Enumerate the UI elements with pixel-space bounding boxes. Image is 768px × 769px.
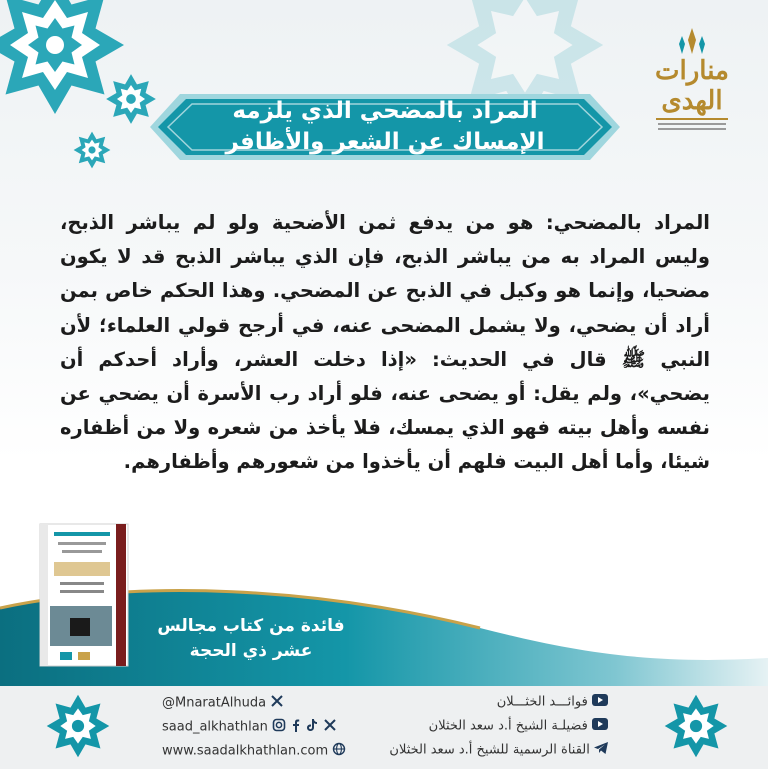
youtube-icon (592, 718, 608, 734)
logo-mark-icon (672, 26, 712, 56)
ornament-rosette-icon (44, 692, 112, 760)
logo-name: منارات الهدى (655, 56, 729, 116)
tiktok-icon (306, 718, 318, 736)
footer-social-handle-row[interactable] (162, 718, 337, 736)
book-cover-image (36, 522, 132, 668)
telegram-icon (594, 742, 608, 758)
x-icon (270, 694, 284, 712)
book-caption-line1: فائدة من كتاب مجالس (157, 616, 345, 636)
footer (0, 686, 768, 769)
book-caption (142, 614, 360, 664)
footer-youtube-row-1[interactable] (497, 694, 608, 710)
footer-x-handle-row[interactable] (162, 694, 284, 712)
telegram-channel-text: القناة الرسمية للشيخ أ.د سعد الخثلان (389, 742, 590, 758)
logo-tagline-lines (648, 118, 736, 130)
website-text: www.saadalkhathlan.com (162, 743, 329, 759)
body-paragraph: المراد بالمضحي: هو من يدفع ثمن الأضحية ولو لم يباشر الذبح، وليس المراد به من يباشر الذبح، فإن الذي يباشر الذبح قد لا يكون مضحيا، وإنما هو وكيل في الذبح عن المضحي. وهذا الحكم خاص بمن أراد أن يضحي، ولا يشمل المضحى عنه، في أرجح قولي العلماء؛ لأن النبي ﷺ قال في الحديث: «إذا دخلت العشر، وأراد أحدكم أن يضحي»، ولم يقل: أو يضحى عنه، فلو أراد رب الأسرة أن يضحي عن نفسه وأهل بيته فهو الذي يمسك، فلا يأخذ من شعره ولا من أظفاره شيئا، وأما أهل البيت فلهم أن يأخذوا من شعورهم وأظفارهم. (60, 211, 710, 474)
youtube-channel-2-text: فضيلـة الشيخ أ.د سعد الخثلان (428, 718, 588, 734)
logo (648, 26, 736, 136)
youtube-icon (592, 694, 608, 710)
book-caption-line2: عشر ذي الحجة (189, 641, 313, 661)
title-banner (150, 86, 620, 168)
page-title-line2: الإمساك عن الشعر والأظافر (225, 129, 545, 155)
instagram-icon (272, 718, 286, 736)
ornament-rosette-icon (662, 692, 730, 760)
x-icon (323, 718, 337, 736)
footer-telegram-row[interactable] (389, 742, 608, 758)
x-handle-text: @MnaratAlhuda (162, 695, 267, 711)
youtube-channel-1-text: فوائـــد الخثـــلان (496, 694, 588, 710)
social-handle-text: saad_alkhathlan (162, 719, 268, 735)
footer-youtube-row-2[interactable] (429, 718, 608, 734)
footer-website-row[interactable] (162, 742, 346, 760)
globe-icon (332, 742, 346, 760)
facebook-icon (290, 718, 302, 736)
ornament-rosette-icon (72, 130, 112, 170)
page-title-line1: المراد بالمضحي الذي يلزمه (232, 98, 538, 124)
